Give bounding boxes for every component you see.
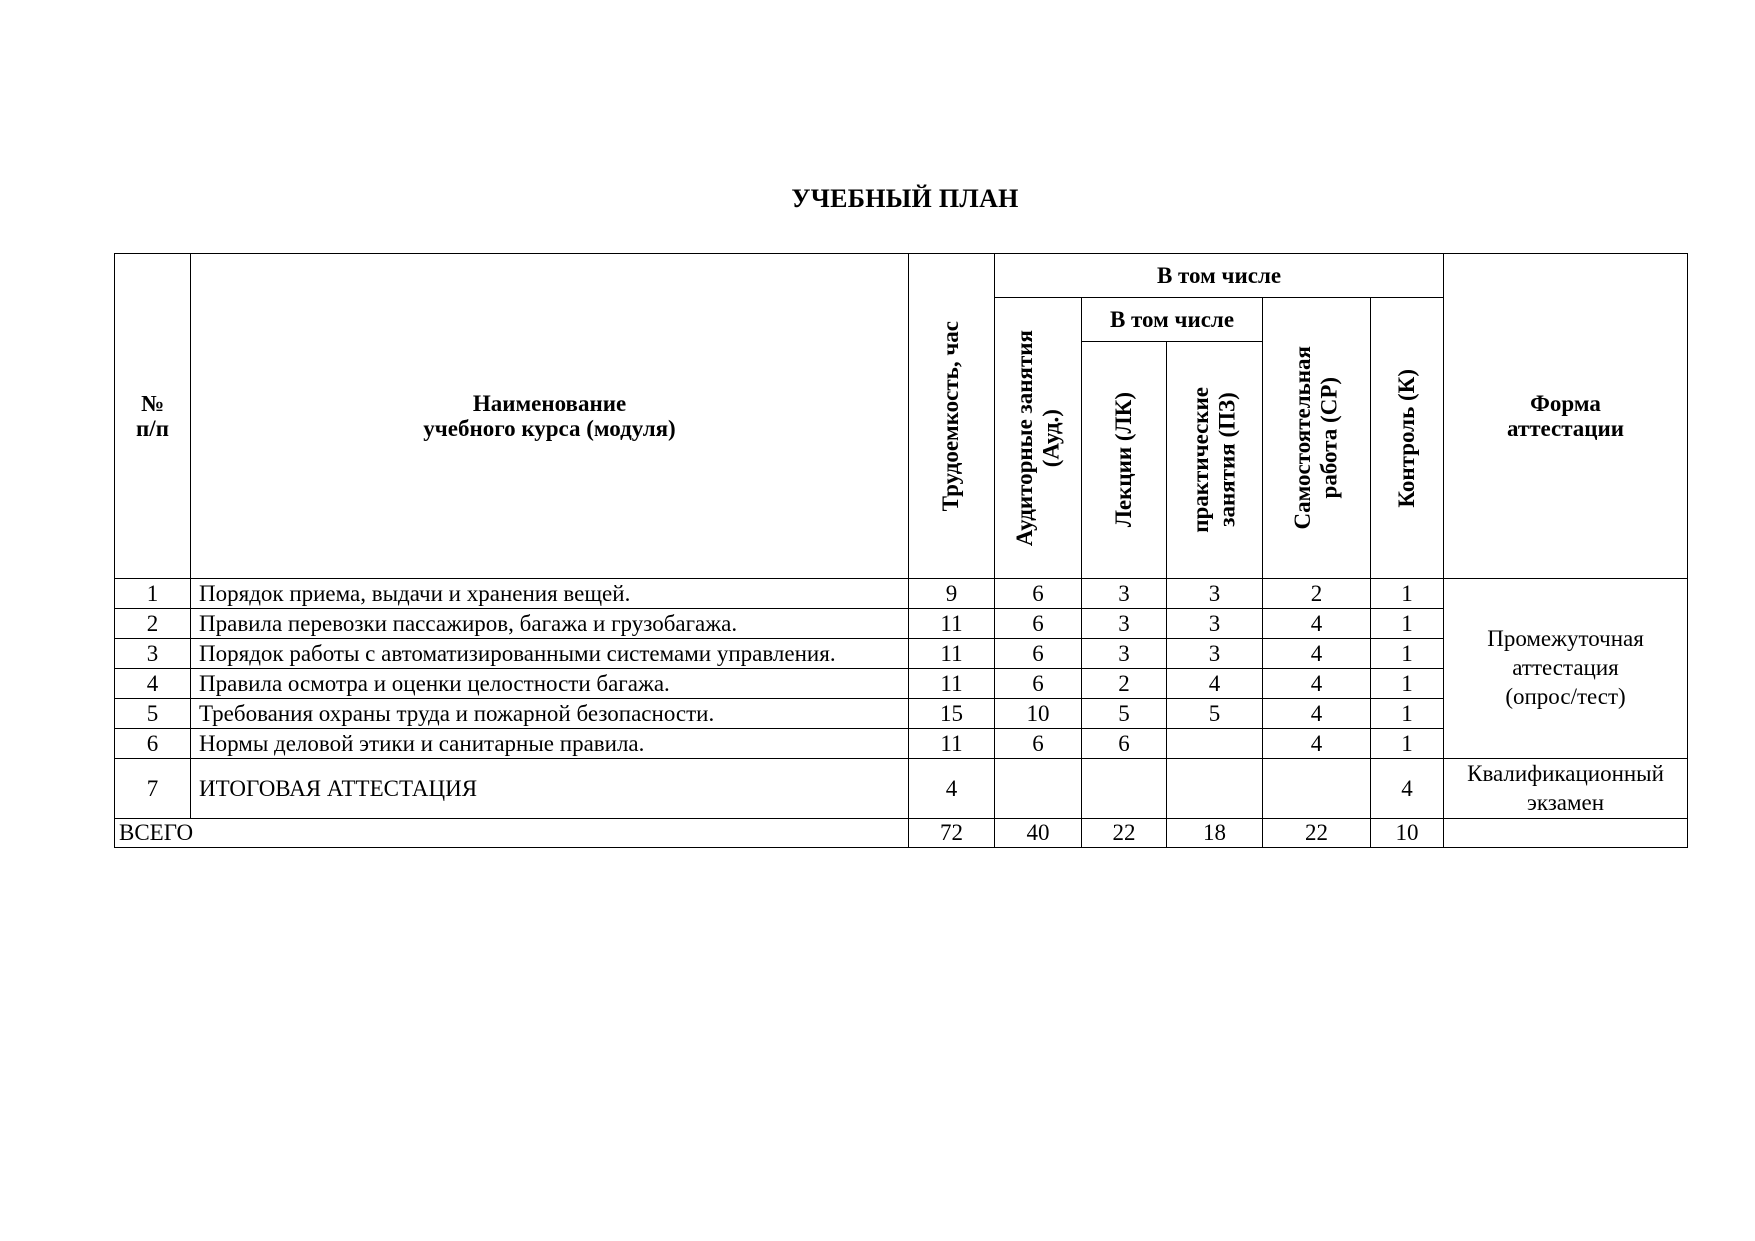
header-num [115,254,191,579]
header-self-line2: работа (СР) [1316,377,1342,499]
header-name [191,254,909,579]
row-k: 1 [1371,669,1444,699]
row-name: Требования охраны труда и пожарной безопасности. [191,699,909,729]
row-k: 1 [1371,609,1444,639]
total-row [115,819,1688,848]
total-sr: 22 [1263,819,1371,848]
row-labor: 11 [909,729,995,759]
row-num: 6 [115,729,191,759]
row-aud: 10 [995,699,1082,729]
row-pz: 3 [1167,579,1263,609]
row-aud: 6 [995,669,1082,699]
curriculum-table [114,253,1688,848]
row-lk: 5 [1082,699,1167,729]
header-lectures-label: Лекции (ЛК) [1110,392,1136,528]
row-name: Правила осмотра и оценки целостности багажа. [191,669,909,699]
row-aud: 6 [995,579,1082,609]
row-num: 4 [115,669,191,699]
header-in-total-sub: В том числе [1082,298,1263,342]
row-sr: 2 [1263,579,1371,609]
header-practice-label [1188,387,1241,533]
row-k: 1 [1371,699,1444,729]
header-practice [1167,342,1263,579]
row-name: Правила перевозки пассажиров, багажа и грузобагажа. [191,609,909,639]
row-name: Нормы деловой этики и санитарные правила. [191,729,909,759]
header-aud [995,298,1082,579]
page-title: УЧЕБНЫЙ ПЛАН [791,184,1019,213]
intermediate-attestation-line2: аттестация [1512,655,1619,681]
row-labor: 11 [909,669,995,699]
row-k: 4 [1371,759,1444,819]
total-form [1444,819,1688,848]
header-self [1263,298,1371,579]
header-name-line1: Наименование [472,390,627,416]
row-name: Порядок работы с автоматизированными системами управления. [191,639,909,669]
row-lk: 3 [1082,609,1167,639]
header-form-line1: Форма [1530,390,1601,416]
final-attestation-row [115,759,1688,819]
header-self-line1: Самостоятельная [1290,346,1316,530]
header-practice-line1: практические [1188,387,1214,533]
table-row [115,579,1688,609]
row-aud: 6 [995,639,1082,669]
row-aud: 6 [995,609,1082,639]
row-name: ИТОГОВАЯ АТТЕСТАЦИЯ [191,759,909,819]
row-lk: 2 [1082,669,1167,699]
row-labor: 4 [909,759,995,819]
header-labor [909,254,995,579]
row-lk [1082,759,1167,819]
header-num-label: № п/п [136,390,169,441]
header-practice-line2: занятия (ПЗ) [1214,392,1240,528]
header-control [1371,298,1444,579]
row-sr: 4 [1263,669,1371,699]
final-attestation-form [1444,759,1688,819]
row-pz: 3 [1167,609,1263,639]
row-pz: 3 [1167,639,1263,669]
header-labor-label: Трудоемкость, час [938,320,964,512]
row-pz: 4 [1167,669,1263,699]
row-lk: 6 [1082,729,1167,759]
row-pz [1167,759,1263,819]
final-attestation-form-line2: экзамен [1526,789,1605,815]
final-attestation-form-line1: Квалификационный [1467,760,1664,786]
row-labor: 9 [909,579,995,609]
row-sr: 4 [1263,699,1371,729]
total-aud: 40 [995,819,1082,848]
header-aud-line2: (Ауд.) [1038,408,1063,468]
row-labor: 11 [909,639,995,669]
total-lk: 22 [1082,819,1167,848]
row-num: 1 [115,579,191,609]
intermediate-attestation-line1: Промежуточная [1487,626,1644,652]
row-k: 1 [1371,639,1444,669]
row-aud [995,759,1082,819]
total-k: 10 [1371,819,1444,848]
row-pz [1167,729,1263,759]
row-labor: 15 [909,699,995,729]
header-name-line2: учебного курса (модуля) [423,416,676,441]
header-lectures [1082,342,1167,579]
row-labor: 11 [909,609,995,639]
total-labor: 72 [909,819,995,848]
row-lk: 3 [1082,639,1167,669]
row-num: 2 [115,609,191,639]
row-sr: 4 [1263,609,1371,639]
header-aud-label [1012,330,1065,546]
row-k: 1 [1371,579,1444,609]
row-num: 3 [115,639,191,669]
row-sr [1263,759,1371,819]
header-form-line2: аттестации [1507,416,1625,441]
row-lk: 3 [1082,579,1167,609]
header-control-label: Контроль (К) [1393,368,1419,508]
row-sr: 4 [1263,639,1371,669]
row-k: 1 [1371,729,1444,759]
row-sr: 4 [1263,729,1371,759]
header-in-total: В том числе [995,254,1444,298]
row-name: Порядок приема, выдачи и хранения вещей. [191,579,909,609]
header-form [1444,254,1688,579]
row-num: 5 [115,699,191,729]
intermediate-attestation-line3: (опрос/тест) [1505,683,1626,709]
row-pz: 5 [1167,699,1263,729]
row-num: 7 [115,759,191,819]
intermediate-attestation [1444,579,1688,759]
total-pz: 18 [1167,819,1263,848]
row-aud: 6 [995,729,1082,759]
header-aud-line1: Аудиторные занятия [1011,329,1037,547]
header-self-label [1290,346,1343,529]
total-label: ВСЕГО [115,819,909,848]
